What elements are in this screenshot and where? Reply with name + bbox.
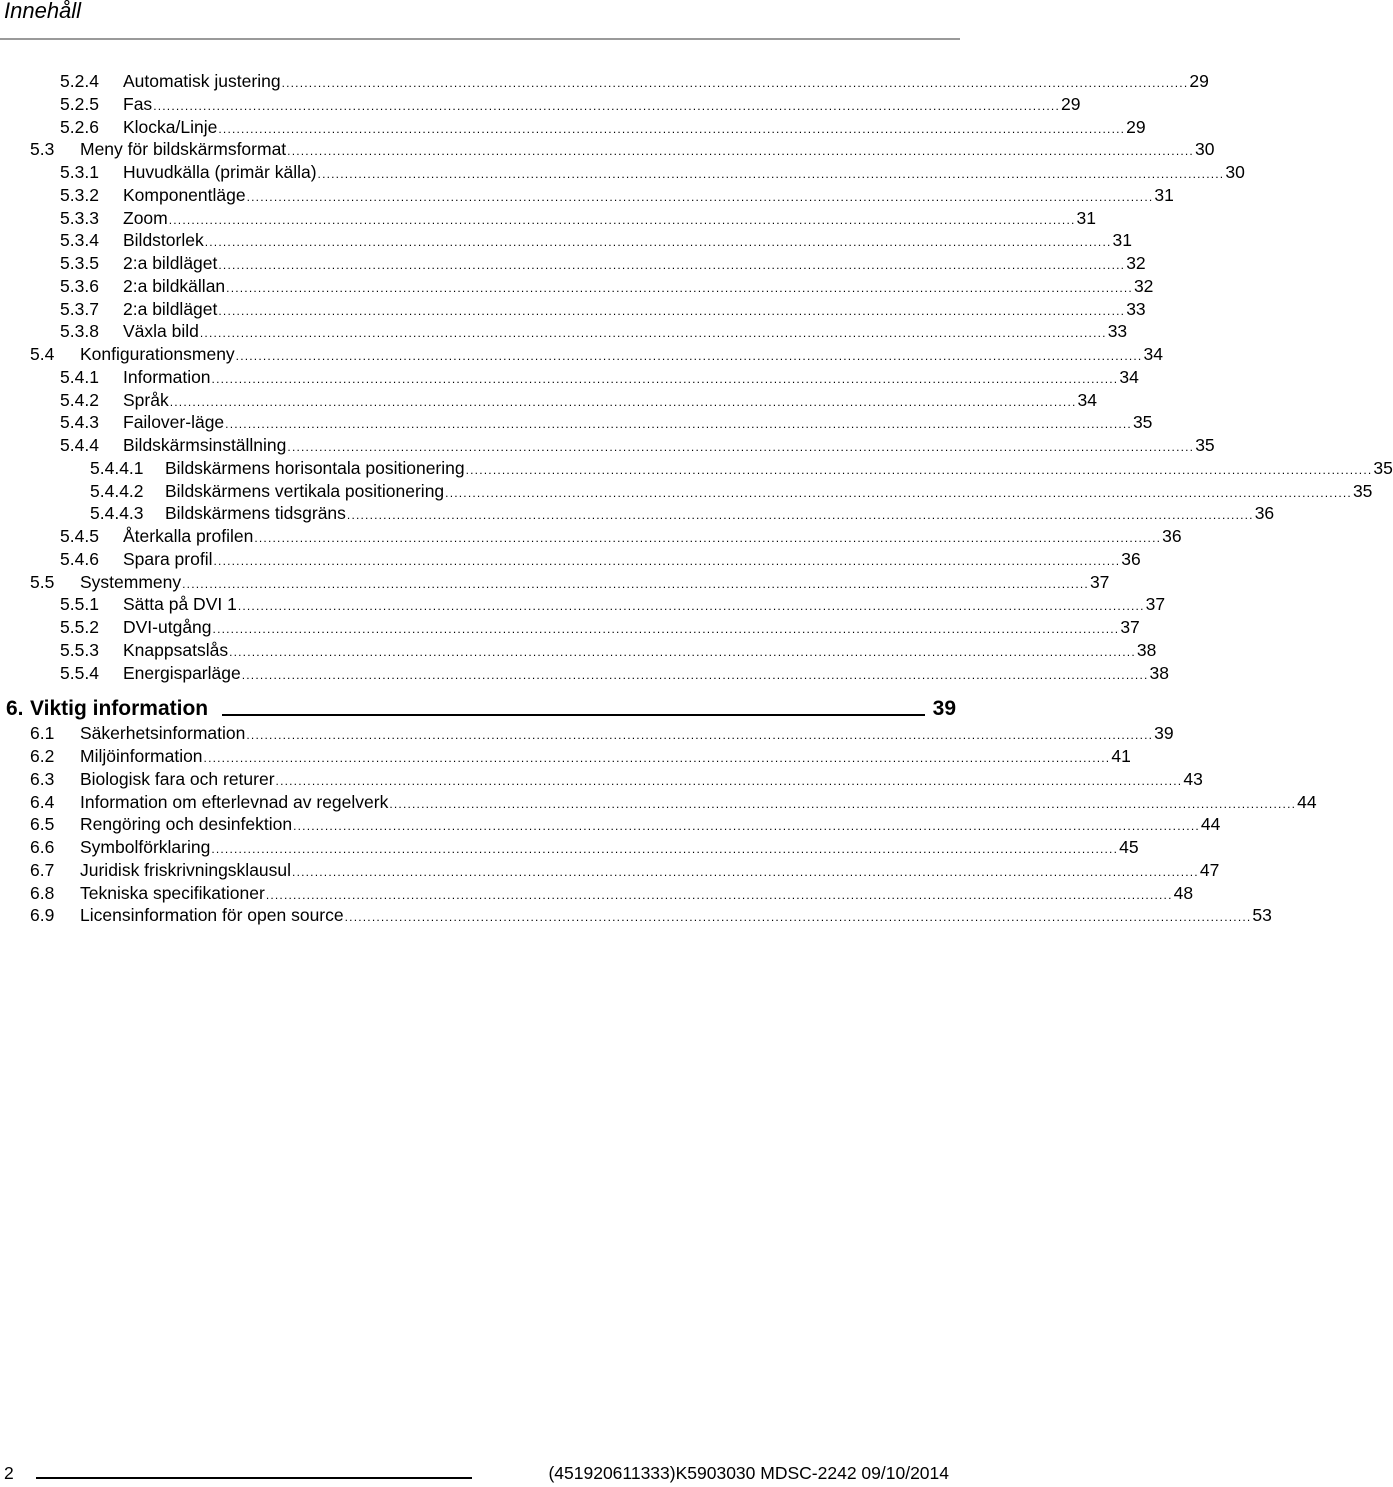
toc-entry-number: 5.5 bbox=[30, 571, 55, 592]
footer-divider bbox=[36, 1477, 472, 1479]
toc-entry[interactable] bbox=[60, 639, 1157, 661]
toc-entry-page: 30 bbox=[1194, 139, 1215, 160]
footer-document-id: (451920611333)K5903030 MDSC-2242 09/10/2014 bbox=[548, 1463, 949, 1483]
toc-entry-page: 35 bbox=[1132, 412, 1153, 433]
toc-entry-page: 34 bbox=[1077, 389, 1097, 410]
toc-entry[interactable] bbox=[60, 70, 1209, 92]
toc-entry-number: 5.3 bbox=[30, 139, 55, 160]
toc-dot-leader: ........................................................................................................................................................................................................ bbox=[204, 235, 1112, 250]
toc-entry[interactable] bbox=[60, 207, 1096, 229]
toc-dot-leader: ........................................................................................................................................................................................................ bbox=[246, 728, 1154, 743]
toc-dot-leader: ........................................................................................................................................................................................................ bbox=[275, 773, 1183, 788]
toc-entry-page: 39 bbox=[1154, 723, 1174, 744]
toc-dot-leader: ........................................................................................................................................................................................................ bbox=[287, 440, 1195, 454]
toc-entry[interactable] bbox=[60, 184, 1174, 206]
toc-entry-page: 45 bbox=[1119, 837, 1139, 857]
toc-entry-page: 29 bbox=[1189, 71, 1209, 91]
toc-entry-title: Symbolförklaring bbox=[80, 837, 211, 857]
toc-entry[interactable] bbox=[30, 768, 1203, 790]
toc-entry[interactable] bbox=[60, 525, 1182, 547]
toc-entry-title: Systemmeny bbox=[80, 571, 182, 592]
toc-entry[interactable] bbox=[60, 298, 1146, 320]
toc-entry[interactable] bbox=[30, 836, 1139, 858]
toc-entry[interactable] bbox=[30, 722, 1174, 744]
toc-dot-leader: ........................................................................................................................................................................................................ bbox=[287, 144, 1194, 159]
toc-entry-page: 35 bbox=[1195, 435, 1215, 455]
toc-entry-number: 5.4.4.3 bbox=[90, 503, 144, 524]
toc-entry-title: Miljöinformation bbox=[80, 746, 203, 766]
toc-entry-number: 5.4.2 bbox=[60, 389, 99, 410]
toc-entry-title: 2:a bildläget bbox=[123, 298, 218, 319]
footer-page-number: 2 bbox=[4, 1463, 14, 1483]
toc-entry-page: 33 bbox=[1126, 298, 1146, 319]
toc-entry-title: Fas bbox=[123, 93, 153, 114]
toc-entry-title: Zoom bbox=[123, 207, 168, 228]
toc-entry-title: DVI-utgång bbox=[123, 617, 212, 637]
toc-entry-number: 5.5.2 bbox=[60, 617, 99, 637]
toc-entry-number: 5.2.6 bbox=[60, 116, 99, 137]
toc-entry-page: 44 bbox=[1297, 791, 1317, 812]
toc-entry[interactable] bbox=[60, 161, 1245, 183]
toc-entry-title: Automatisk justering bbox=[123, 71, 281, 91]
toc-entry-number: 6.2 bbox=[30, 746, 55, 766]
toc-entry-number: 5.4.4.2 bbox=[90, 480, 144, 501]
toc-entry-title: Bildskärmsinställning bbox=[123, 435, 287, 455]
toc-entry-title: Viktig information bbox=[30, 697, 209, 721]
toc-entry-title: Säkerhetsinformation bbox=[80, 723, 246, 744]
toc-dot-leader: ........................................................................................................................................................................................................ bbox=[246, 189, 1154, 204]
toc-entry[interactable] bbox=[60, 411, 1153, 433]
toc-entry[interactable] bbox=[90, 502, 1275, 524]
toc-entry[interactable] bbox=[60, 252, 1146, 274]
toc-entry-title: 2:a bildläget bbox=[123, 253, 218, 273]
toc-entry-page: 36 bbox=[1121, 548, 1141, 569]
toc-dot-leader: ........................................................................................................................................................................................................ bbox=[265, 887, 1173, 902]
toc-entry-number: 6.9 bbox=[30, 905, 55, 926]
toc-entry-page: 30 bbox=[1225, 162, 1245, 182]
toc-entry-number: 6.8 bbox=[30, 882, 55, 903]
toc-entry-page: 32 bbox=[1126, 253, 1146, 273]
toc-entry-title: Klocka/Linje bbox=[123, 116, 218, 137]
toc-entry-number: 6.7 bbox=[30, 859, 55, 880]
toc-entry-page: 33 bbox=[1107, 321, 1128, 342]
toc-dot-leader: ........................................................................................................................................................................................................ bbox=[212, 622, 1120, 636]
toc-entry-page: 31 bbox=[1154, 184, 1174, 205]
toc-entry-page: 35 bbox=[1373, 457, 1393, 478]
toc-entry-number: 5.5.1 bbox=[60, 594, 99, 615]
toc-entry[interactable] bbox=[60, 116, 1146, 138]
toc-entry-title: Bildskärmens horisontala positionering bbox=[165, 457, 465, 478]
toc-entry-number: 5.3.4 bbox=[60, 230, 99, 251]
toc-entry-title: Juridisk friskrivningsklausul bbox=[80, 859, 292, 880]
toc-entry-title: Växla bild bbox=[123, 321, 199, 342]
toc-entry[interactable] bbox=[30, 745, 1131, 767]
toc-dot-leader: ........................................................................................................................................................................................................ bbox=[211, 842, 1119, 856]
toc-entry-title: Meny för bildskärmsformat bbox=[80, 139, 287, 160]
toc-dot-leader: ........................................................................................................................................................................................................ bbox=[153, 98, 1060, 113]
toc-entry[interactable] bbox=[30, 882, 1194, 904]
toc-entry-title: Bildskärmens tidsgräns bbox=[165, 503, 346, 524]
toc-entry-page: 44 bbox=[1200, 814, 1221, 835]
toc-dot-leader: ........................................................................................................................................................................................................ bbox=[465, 462, 1373, 477]
toc-entry-number: 5.3.7 bbox=[60, 298, 99, 319]
toc-entry-title: Energisparläge bbox=[123, 662, 241, 683]
toc-entry-title: Bildstorlek bbox=[123, 230, 204, 251]
toc-entry[interactable] bbox=[90, 457, 1393, 479]
toc-entry-number: 5.3.1 bbox=[60, 162, 99, 182]
toc-entry[interactable] bbox=[60, 275, 1154, 297]
page-title: Innehåll bbox=[4, 0, 82, 23]
toc-dot-leader: ........................................................................................................................................................................................................ bbox=[445, 485, 1352, 500]
toc-entry[interactable] bbox=[90, 480, 1373, 502]
toc-entry-number: 5.3.3 bbox=[60, 207, 99, 228]
toc-dot-leader: ........................................................................................................................................................................................................ bbox=[203, 751, 1111, 765]
toc-entry[interactable] bbox=[30, 571, 1110, 593]
toc-entry-page: 34 bbox=[1143, 344, 1163, 364]
toc-dot-leader: ........................................................................................................................................................................................................ bbox=[254, 531, 1162, 545]
toc-entry-number: 5.3.2 bbox=[60, 184, 99, 205]
toc-dot-leader: ........................................................................................................................................................................................................ bbox=[218, 258, 1126, 272]
toc-entry-page: 29 bbox=[1060, 93, 1081, 114]
toc-entry-title: Språk bbox=[123, 389, 169, 410]
toc-entry-title: Konfigurationsmeny bbox=[80, 344, 235, 364]
toc-entry-page: 39 bbox=[932, 697, 956, 721]
toc-entry[interactable] bbox=[60, 662, 1169, 684]
toc-entry[interactable] bbox=[60, 320, 1128, 342]
toc-entry[interactable] bbox=[60, 434, 1215, 456]
toc-entry[interactable] bbox=[30, 138, 1215, 160]
toc-entry-number: 5.4.5 bbox=[60, 526, 99, 546]
toc-dot-leader: ........................................................................................................................................................................................................ bbox=[317, 167, 1225, 181]
toc-entry-number: 6. bbox=[6, 697, 24, 721]
toc-entry-number: 5.4.6 bbox=[60, 548, 99, 569]
toc-entry-page: 32 bbox=[1133, 275, 1154, 296]
toc-dot-leader: ........................................................................................................................................................................................................ bbox=[211, 371, 1119, 386]
toc-entry-number: 6.4 bbox=[30, 791, 55, 812]
toc-entry[interactable] bbox=[60, 389, 1097, 411]
toc-dot-leader: ........................................................................................................................................................................................................ bbox=[213, 553, 1121, 568]
toc-entry[interactable] bbox=[60, 366, 1139, 388]
toc-dot-leader: ........................................................................................................................................................................................................ bbox=[346, 508, 1254, 523]
toc-entry[interactable] bbox=[30, 343, 1163, 365]
toc-entry-page: 37 bbox=[1120, 617, 1140, 637]
toc-dot-leader: ........................................................................................................................................................................................................ bbox=[218, 303, 1126, 318]
toc-entry-page: 43 bbox=[1183, 768, 1203, 789]
toc-entry-page: 29 bbox=[1126, 116, 1146, 137]
toc-dot-leader: ........................................................................................................................................................................................................ bbox=[218, 121, 1126, 136]
toc-entry-number: 5.3.8 bbox=[60, 321, 99, 342]
toc-entry[interactable] bbox=[30, 904, 1272, 926]
toc-entry-number: 5.4.1 bbox=[60, 366, 99, 387]
toc-entry[interactable] bbox=[30, 791, 1317, 813]
toc-entry-page: 38 bbox=[1136, 639, 1157, 660]
toc-entry-title: Återkalla profilen bbox=[123, 526, 254, 546]
toc-entry[interactable] bbox=[60, 616, 1140, 638]
toc-entry-number: 5.2.5 bbox=[60, 93, 99, 114]
toc-dot-leader: ........................................................................................................................................................................................................ bbox=[226, 280, 1133, 295]
toc-entry-title: Spara profil bbox=[123, 548, 213, 569]
toc-dot-leader: ........................................................................................................................................................................................................ bbox=[241, 667, 1149, 682]
toc-entry[interactable] bbox=[6, 696, 956, 722]
toc-entry-title: Licensinformation för open source bbox=[80, 905, 344, 926]
toc-entry-number: 6.6 bbox=[30, 837, 55, 857]
toc-dot-leader: ........................................................................................................................................................................................................ bbox=[168, 212, 1076, 227]
toc-entry[interactable] bbox=[60, 548, 1141, 570]
toc-entry-page: 47 bbox=[1199, 859, 1220, 880]
toc-entry-title: Tekniska specifikationer bbox=[80, 882, 265, 903]
toc-entry[interactable] bbox=[60, 593, 1166, 615]
toc-entry-number: 5.4.4.1 bbox=[90, 457, 144, 478]
toc-entry-title: Information om efterlevnad av regelverk bbox=[80, 791, 389, 812]
toc-entry-title: Komponentläge bbox=[123, 184, 246, 205]
toc-dot-leader bbox=[222, 714, 925, 716]
toc-entry-number: 5.4 bbox=[30, 344, 55, 364]
toc-entry-number: 5.2.4 bbox=[60, 71, 99, 91]
toc-entry-page: 35 bbox=[1352, 480, 1373, 501]
toc-entry-page: 38 bbox=[1149, 662, 1169, 683]
toc-dot-leader: ........................................................................................................................................................................................................ bbox=[229, 644, 1136, 659]
toc-entry[interactable] bbox=[60, 229, 1132, 251]
toc-dot-leader: ........................................................................................................................................................................................................ bbox=[237, 599, 1145, 614]
toc-entry-title: Sätta på DVI 1 bbox=[123, 594, 237, 615]
toc-entry-page: 37 bbox=[1145, 594, 1166, 615]
toc-entry-number: 6.5 bbox=[30, 814, 55, 835]
toc-entry-number: 6.3 bbox=[30, 768, 55, 789]
toc-entry[interactable] bbox=[30, 813, 1221, 835]
toc-entry-title: Huvudkälla (primär källa) bbox=[123, 162, 317, 182]
toc-entry-number: 5.3.5 bbox=[60, 253, 99, 273]
toc-dot-leader: ........................................................................................................................................................................................................ bbox=[235, 349, 1143, 363]
toc-entry-title: 2:a bildkällan bbox=[123, 275, 226, 296]
toc-entry-page: 31 bbox=[1112, 230, 1132, 251]
toc-entry-page: 41 bbox=[1111, 746, 1131, 766]
toc-entry-number: 5.5.3 bbox=[60, 639, 99, 660]
toc-entry-title: Information bbox=[123, 366, 211, 387]
toc-dot-leader: ........................................................................................................................................................................................................ bbox=[281, 76, 1189, 90]
toc-entry-page: 31 bbox=[1076, 207, 1096, 228]
toc-dot-leader: ........................................................................................................................................................................................................ bbox=[225, 417, 1132, 432]
toc-dot-leader: ........................................................................................................................................................................................................ bbox=[199, 326, 1107, 341]
toc-entry-page: 48 bbox=[1173, 882, 1194, 903]
toc-entry-title: Knappsatslås bbox=[123, 639, 229, 660]
toc-entry-page: 36 bbox=[1254, 503, 1275, 524]
toc-entry[interactable] bbox=[30, 859, 1220, 881]
toc-entry-number: 5.5.4 bbox=[60, 662, 99, 683]
toc-entry[interactable] bbox=[60, 93, 1081, 115]
toc-dot-leader: ........................................................................................................................................................................................................ bbox=[344, 910, 1252, 925]
toc-entry-title: Biologisk fara och returer bbox=[80, 768, 275, 789]
toc-entry-number: 5.3.6 bbox=[60, 275, 99, 296]
toc-entry-title: Bildskärmens vertikala positionering bbox=[165, 480, 445, 501]
toc-entry-page: 37 bbox=[1089, 571, 1110, 592]
toc-entry-number: 6.1 bbox=[30, 723, 55, 744]
toc-entry-title: Rengöring och desinfektion bbox=[80, 814, 293, 835]
toc-dot-leader: ........................................................................................................................................................................................................ bbox=[293, 819, 1200, 834]
toc-dot-leader: ........................................................................................................................................................................................................ bbox=[182, 576, 1089, 591]
toc-dot-leader: ........................................................................................................................................................................................................ bbox=[169, 394, 1077, 409]
toc-entry-title: Failover-läge bbox=[123, 412, 225, 433]
toc-entry-number: 5.4.4 bbox=[60, 435, 99, 455]
toc-entry-page: 36 bbox=[1162, 526, 1182, 546]
toc-dot-leader: ........................................................................................................................................................................................................ bbox=[292, 864, 1199, 879]
toc-entry-number: 5.4.3 bbox=[60, 412, 99, 433]
toc-entry-page: 53 bbox=[1252, 905, 1272, 926]
toc-entry-page: 34 bbox=[1119, 366, 1139, 387]
toc-dot-leader: ........................................................................................................................................................................................................ bbox=[389, 796, 1297, 811]
